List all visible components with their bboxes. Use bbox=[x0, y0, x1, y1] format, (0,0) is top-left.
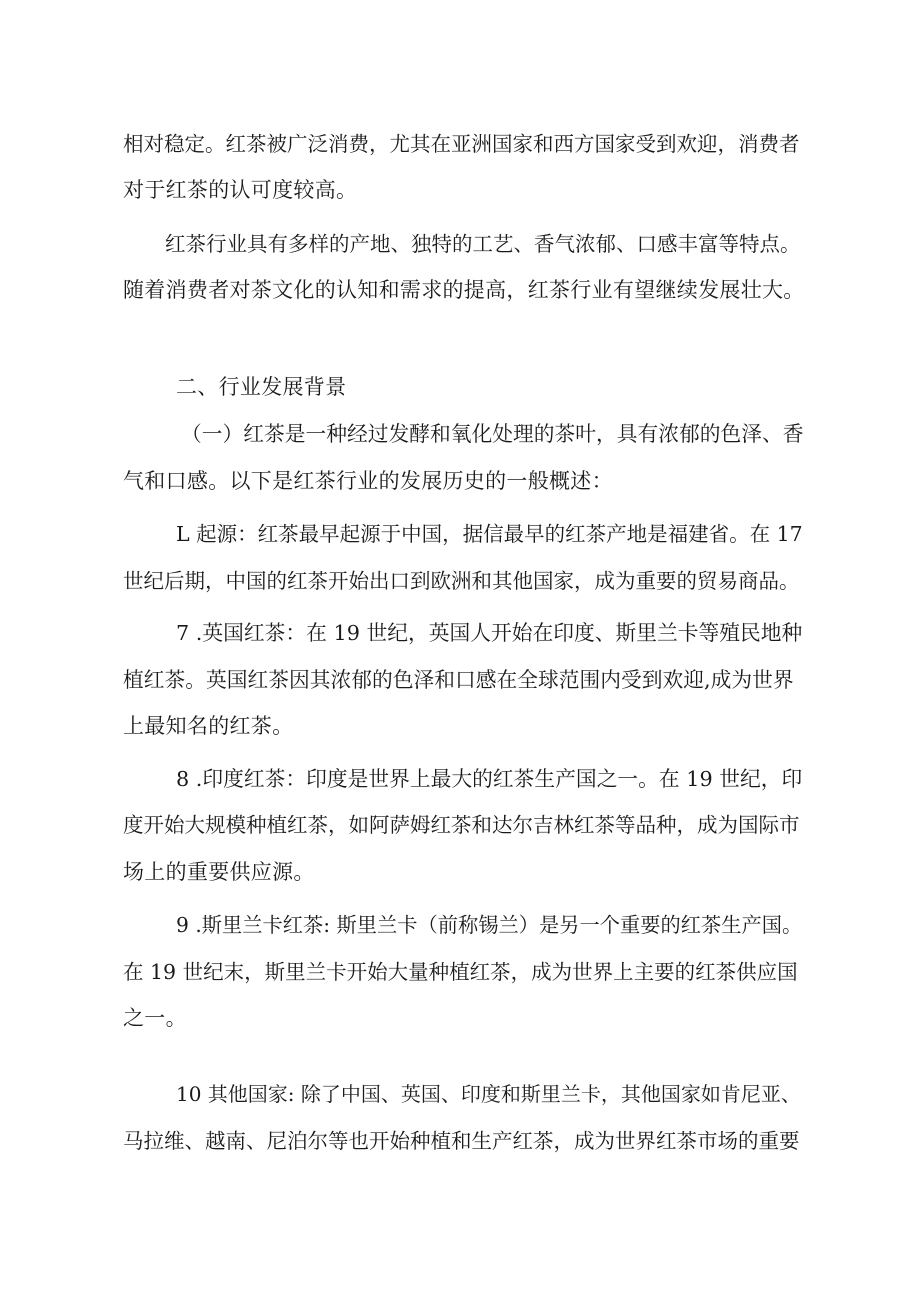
section-heading: 二、行业发展背景 bbox=[176, 375, 347, 399]
list-item-line: 在 19 世纪末，斯里兰卡开始大量种植红茶，成为世界上主要的红茶供应国 bbox=[123, 960, 798, 984]
subsection-line: （一）红茶是一种经过发酵和氧化处理的茶叶，具有浓郁的色泽、香 bbox=[181, 422, 804, 446]
list-item-line: 10 其他国家: 除了中国、英国、印度和斯里兰卡，其他国家如肯尼亚、 bbox=[176, 1082, 801, 1106]
list-item-line: 之一。 bbox=[123, 1006, 187, 1030]
subsection-line: 气和口感。以下是红茶行业的发展历史的一般概述： bbox=[123, 469, 613, 493]
list-item-line: 马拉维、越南、尼泊尔等也开始种植和生产红茶，成为世界红茶市场的重要 bbox=[123, 1129, 800, 1153]
paragraph-line: 红茶行业具有多样的产地、独特的工艺、香气浓郁、口感丰富等特点。 bbox=[165, 232, 801, 256]
list-item-line: L 起源：红茶最早起源于中国，据信最早的红茶产地是福建省。在 17 bbox=[176, 522, 803, 546]
paragraph-line: 对于红茶的认可度较高。 bbox=[123, 178, 358, 202]
list-item-line: 度开始大规模种植红茶，如阿萨姆红茶和达尔吉林红茶等品种，成为国际市 bbox=[123, 813, 800, 837]
paragraph-line: 相对稳定。红茶被广泛消费，尤其在亚洲国家和西方国家受到欢迎，消费者 bbox=[123, 132, 800, 156]
list-item-line: 世纪后期，中国的红茶开始出口到欧洲和其他国家，成为重要的贸易商品。 bbox=[123, 569, 800, 593]
list-item-line: 8 .印度红茶：印度是世界上最大的红茶生产国之一。在 19 世纪，印 bbox=[176, 767, 803, 791]
list-item-line: 植红茶。英国红茶因其浓郁的色泽和口感在全球范围内受到欢迎,成为世界 bbox=[123, 668, 794, 692]
list-item-line: 上最知名的红茶。 bbox=[123, 714, 294, 738]
list-item-line: 场上的重要供应源。 bbox=[123, 860, 315, 884]
paragraph-line: 随着消费者对茶文化的认知和需求的提高，红茶行业有望继续发展壮大。 bbox=[123, 278, 805, 302]
list-item-line: 9 .斯里兰卡红茶: 斯里兰卡（前称锡兰）是另一个重要的红茶生产国。 bbox=[176, 913, 803, 937]
list-item-line: 7 .英国红茶：在 19 世纪，英国人开始在印度、斯里兰卡等殖民地种 bbox=[176, 621, 803, 645]
